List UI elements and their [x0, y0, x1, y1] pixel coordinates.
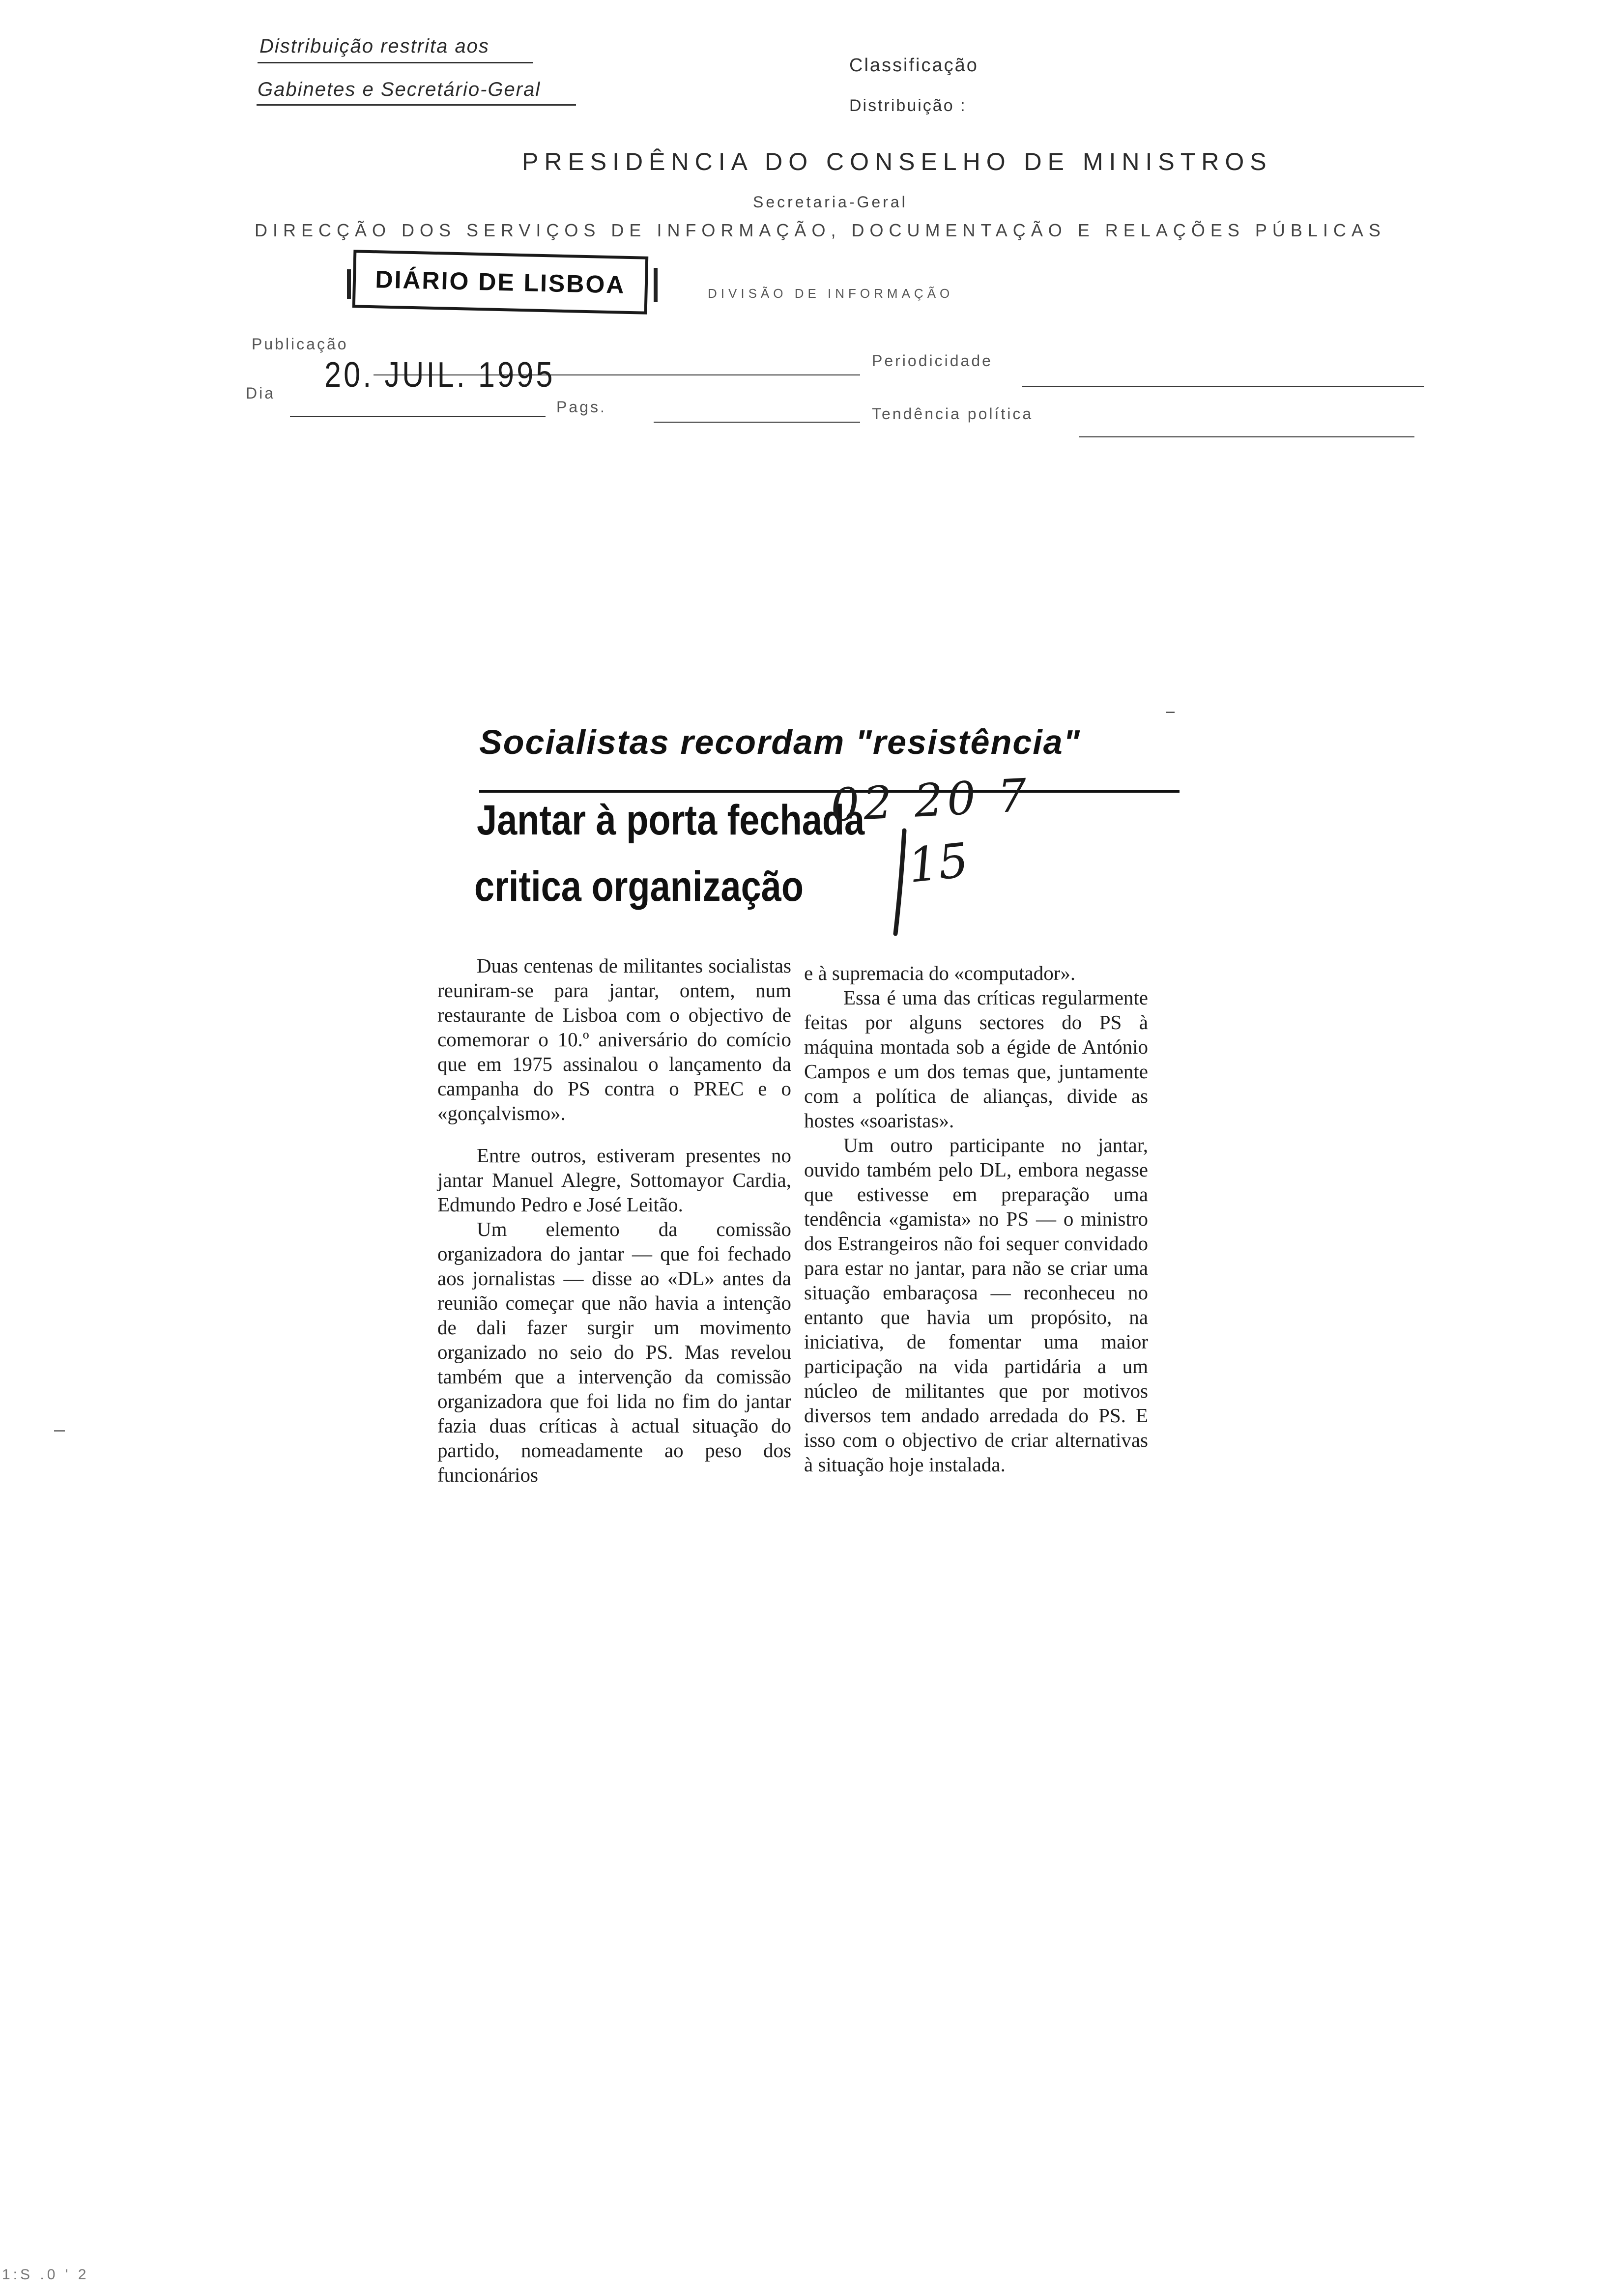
divider: [258, 62, 533, 63]
distribution-restricted-line1: Distribuição restrita aos: [259, 35, 489, 57]
pags-label: Pags.: [556, 398, 606, 416]
date-value: 20. JUIL. 1995: [324, 355, 555, 395]
distribuicao-label: Distribuição :: [849, 96, 967, 115]
article-kicker: Socialistas recordam "resistência": [479, 723, 1081, 761]
secretaria-geral: Secretaria-Geral: [753, 193, 908, 211]
tendencia-underline: [1079, 436, 1414, 437]
col1-paragraph-1: Duas centenas de militantes socialistas reuniram-se para jantar, ontem, num restaurante de Lisboa com o objectivo de comemorar o 10.º aniversário do comício que em 1975 assinalou o lançamento da campanha do PS contra o PREC e o «gonçalvismo».: [437, 954, 791, 1124]
divider: [257, 104, 576, 106]
scan-mark: [1166, 712, 1175, 713]
divisao-informacao: DIVISÃO DE INFORMAÇÃO: [708, 286, 954, 301]
article-column-2: [804, 961, 1148, 1477]
kicker-rule: [479, 790, 1180, 793]
scan-mark: [54, 1430, 65, 1432]
col2-paragraph-3: Um outro participante no jantar, ouvido também pelo DL, embora negasse que estivesse em preparação uma tendência «gamista» no PS — o ministro dos Estrangeiros não foi sequer convidado para estar no jantar, para não se criar uma situação embaraçosa — reconheceu no entanto que havia um propósito, na iniciativa, de fomentar uma maior participação na vida partidária a um núcleo de militantes que por motivos diversos tem andado arredada do PS. E isso com o objectivo de criar alternativas à situação hoje instalada.: [804, 1134, 1148, 1476]
dia-label: Dia: [246, 384, 276, 402]
publication-stamp: DIÁRIO DE LISBOA: [352, 250, 649, 315]
col1-paragraph-2: Entre outros, estiveram presentes no jantar Manuel Alegre, Sottomayor Cardia, Edmundo Pedro e José Leitão.: [437, 1144, 791, 1216]
classificacao-label: Classificação: [849, 55, 979, 76]
col2-paragraph-1: e à supremacia do «computador».: [804, 962, 1076, 984]
headline-line1: Jantar à porta fechada: [477, 797, 865, 844]
col2-paragraph-2: Essa é uma das críticas regularmente feitas por alguns sectores do PS à máquina montada sob a égide de António Campos e um dos temas que, juntamente com a política de alianças, divide as hostes «soaristas».: [804, 986, 1148, 1132]
publicacao-label: Publicação: [252, 335, 348, 353]
periodicidade-underline: [1022, 386, 1424, 387]
handwritten-note-1: 02 20 7: [829, 769, 1032, 832]
stamp-bracket-right: [654, 268, 658, 302]
article-column-1: [437, 953, 791, 1487]
pags-underline: [654, 422, 860, 423]
institution-title: PRESIDÊNCIA DO CONSELHO DE MINISTROS: [522, 148, 1272, 175]
stamp-bracket-left: [347, 269, 351, 299]
dia-underline: [290, 416, 546, 417]
handwritten-stroke: [885, 826, 924, 939]
direccao-servicos: DIRECÇÃO DOS SERVIÇOS DE INFORMAÇÃO, DOCUMENTAÇÃO E RELAÇÕES PÚBLICAS: [255, 220, 1386, 240]
distribution-restricted-line2: Gabinetes e Secretário-Geral: [258, 79, 541, 100]
tendencia-label: Tendência política: [872, 405, 1034, 423]
col1-paragraph-3: Um elemento da comissão organizadora do jantar — que foi fechado aos jornalistas — disse ao «DL» antes da reunião começar que não havia a intenção de dali fazer surgir um movimento organizado no seio do PS. Mas revelou também que a intervenção da comissão organizadora que foi lida no fim do jantar fazia duas críticas à actual situação do partido, nomeadamente ao peso dos funcionários: [437, 1218, 791, 1486]
handwritten-note-2: 15: [905, 832, 971, 894]
headline-line2: critica organização: [474, 863, 804, 910]
corner-code: 1:S .0 ' 2: [2, 2267, 89, 2283]
periodicidade-label: Periodicidade: [872, 352, 993, 370]
